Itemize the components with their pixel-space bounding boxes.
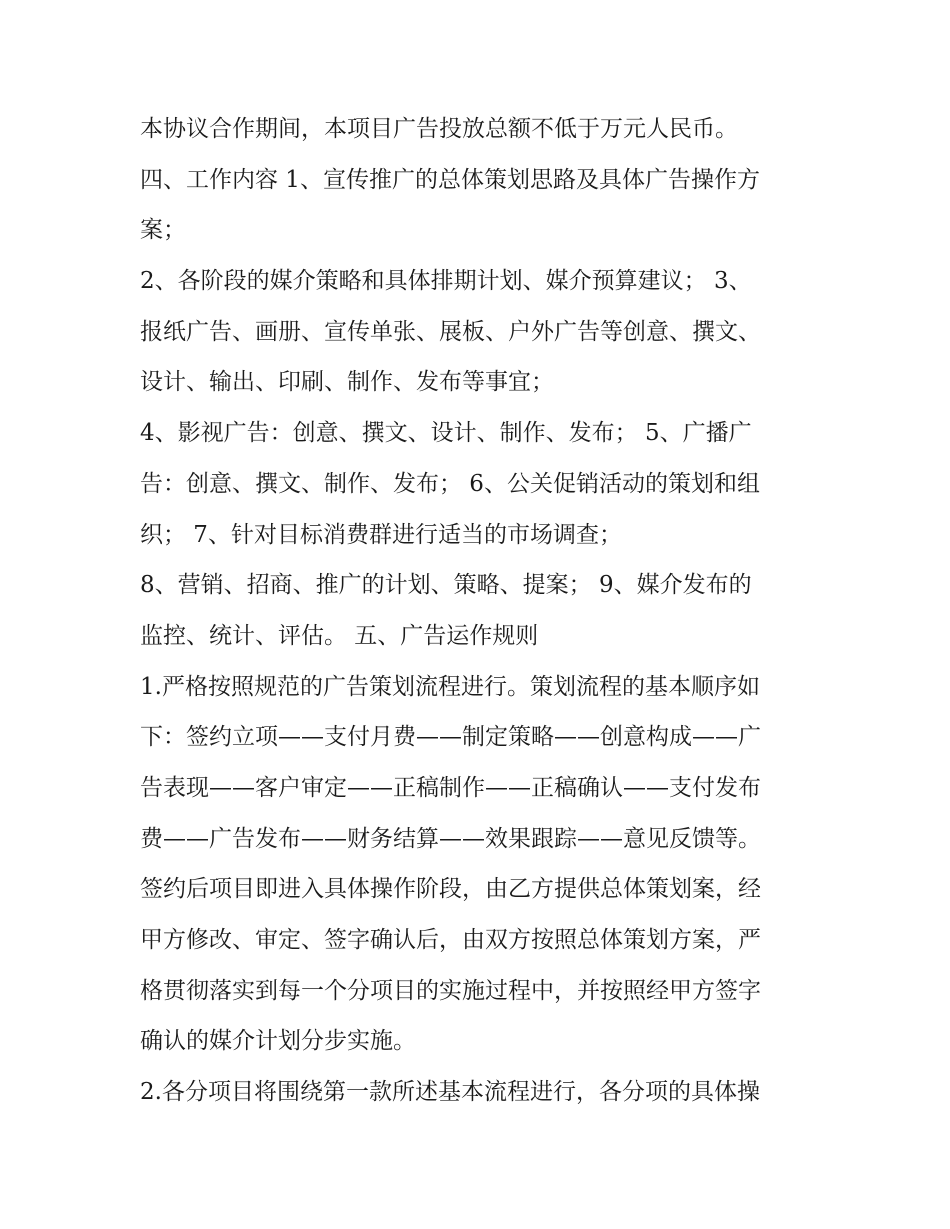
text-line: 告表现——客户审定——正稿制作——正稿确认——支付发布 [140,774,761,801]
text-line: 1.严格按照规范的广告策划流程进行。策划流程的基本顺序如 [140,673,760,700]
text-line: 格贯彻落实到每一个分项目的实施过程中，并按照经甲方签字 [140,977,761,1004]
text-line: 4、影视广告：创意、撰文、设计、制作、发布； 5、广播广 [140,420,752,447]
document-body [140,104,820,1118]
text-line: 甲方修改、审定、签字确认后，由双方按照总体策划方案，严 [140,927,761,953]
text-line: 签约后项目即进入具体操作阶段，由乙方提供总体策划案，经 [140,876,761,903]
text-line: 本协议合作期间，本项目广告投放总额不低于万元人民币。 [140,116,738,142]
text-line: 2.各分项目将围绕第一款所述基本流程进行，各分项的具体操 [140,1079,760,1106]
text-line: 织； 7、针对目标消费群进行适当的市场调查； [140,521,622,548]
text-line: 确认的媒介计划分步实施。 [140,1028,416,1055]
text-line: 设计、输出、印刷、制作、发布等事宜； [140,369,554,396]
text-line: 费——广告发布——财务结算——效果跟踪——意见反馈等。 [140,825,761,852]
text-line: 四、工作内容 1、宣传推广的总体策划思路及具体广告操作方 [140,166,760,193]
text-line: 8、营销、招商、推广的计划、策略、提案； 9、媒介发布的 [140,572,752,599]
text-line: 告：创意、撰文、制作、发布； 6、公关促销活动的策划和组 [140,470,760,497]
text-line: 下：签约立项——支付月费——制定策略——创意构成——广 [140,724,761,751]
text-line: 监控、统计、评估。 五、广告运作规则 [140,622,539,649]
text-line: 2、各阶段的媒介策略和具体排期计划、媒介预算建议； 3、 [140,268,752,295]
text-line: 报纸广告、画册、宣传单张、展板、户外广告等创意、撰文、 [140,318,761,345]
text-line: 案； [140,217,186,244]
